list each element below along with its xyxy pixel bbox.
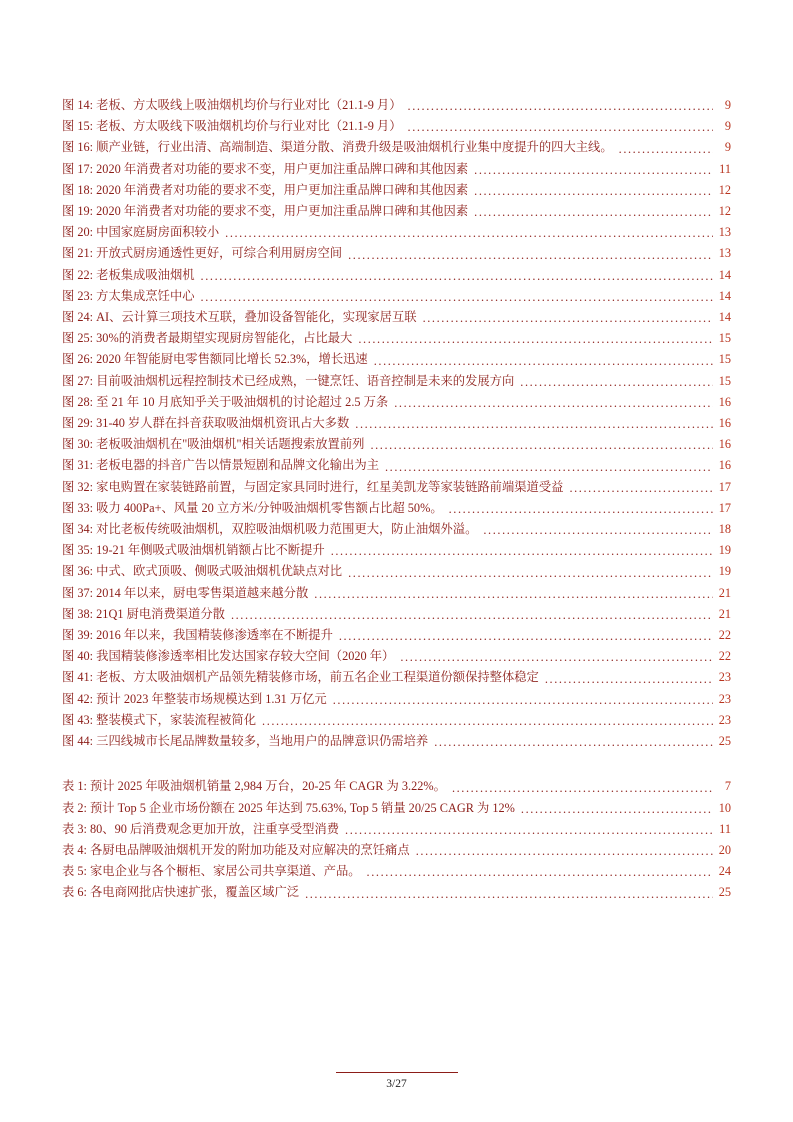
toc-leader (483, 523, 713, 538)
toc-entry-label: 图 29: 31-40 岁人群在抖音获取吸油烟机资讯占大多数 (62, 416, 350, 431)
toc-leader (358, 332, 713, 347)
toc-entry-page: 12 (718, 182, 731, 197)
toc-entry[interactable] (62, 498, 731, 519)
toc-entry-page: 22 (718, 649, 731, 664)
toc-entry[interactable] (62, 455, 731, 476)
toc-entry-label: 图 26: 2020 年智能厨电零售额同比增长 52.3%，增长迅速 (62, 352, 368, 367)
toc-leader (333, 693, 713, 708)
toc-entry-label: 图 27: 目前吸油烟机远程控制技术已经成熟，一键烹饪、语音控制是未来的发展方向 (62, 373, 515, 388)
toc-entry-page: 11 (719, 821, 731, 836)
toc-entry[interactable] (62, 604, 731, 625)
toc-entry-label: 图 34: 对比老板传统吸油烟机，双腔吸油烟机吸力范围更大，防止油烟外溢。 (62, 522, 478, 537)
toc-entry-page: 17 (718, 479, 731, 494)
page-number: 3/27 (386, 1078, 407, 1090)
toc-entry-label: 图 24: AI、云计算三项技术互联，叠加设备智能化，实现家居互联 (62, 310, 417, 325)
table-toc-list (62, 776, 731, 903)
toc-entry[interactable] (62, 798, 731, 819)
toc-entry[interactable] (62, 731, 731, 752)
toc-entry[interactable] (62, 159, 731, 180)
toc-entry[interactable] (62, 222, 731, 243)
toc-leader (474, 205, 713, 220)
toc-entry-label: 图 19: 2020 年消费者对功能的要求不变，用户更加注重品牌口碑和其他因素 (62, 204, 469, 219)
toc-entry-label: 图 44: 三四线城市长尾品牌数量较多，当地用户的品牌意识仍需培养 (62, 734, 429, 749)
toc-entry-page: 15 (718, 373, 731, 388)
toc-entry[interactable] (62, 840, 731, 861)
footer-divider (336, 1072, 458, 1073)
toc-entry[interactable] (62, 477, 731, 498)
toc-entry-label: 图 37: 2014 年以来，厨电零售渠道越来越分散 (62, 585, 309, 600)
toc-entry[interactable] (62, 371, 731, 392)
toc-entry[interactable] (62, 434, 731, 455)
toc-leader (348, 248, 713, 263)
toc-entry-page: 19 (718, 543, 731, 558)
toc-leader (331, 544, 713, 559)
toc-leader (231, 608, 713, 623)
toc-entry-page: 14 (718, 310, 731, 325)
toc-entry-page: 25 (718, 734, 731, 749)
toc-entry-label: 图 38: 21Q1 厨电消费渠道分散 (62, 606, 225, 621)
toc-entry-page: 10 (718, 800, 731, 815)
page-footer (0, 1072, 793, 1090)
toc-entry-label: 图 14: 老板、方太吸线上吸油烟机均价与行业对比（21.1-9 月） (62, 98, 402, 112)
toc-entry-label: 图 36: 中式、欧式顶吸、侧吸式吸油烟机优缺点对比 (62, 564, 343, 579)
toc-entry-page: 23 (718, 691, 731, 706)
toc-entry-page: 21 (718, 585, 731, 600)
toc-entry[interactable] (62, 667, 731, 688)
toc-leader (434, 735, 713, 750)
toc-entry-page: 14 (718, 288, 731, 303)
toc-leader (400, 650, 713, 665)
toc-leader (201, 290, 713, 305)
toc-entry[interactable] (62, 519, 731, 540)
toc-leader (520, 375, 713, 390)
toc-entry-label: 图 43: 整装模式下，家装流程被简化 (62, 712, 257, 727)
toc-entry-page: 17 (718, 500, 731, 515)
toc-entry-label: 表 5: 家电企业与各个橱柜、家居公司共享渠道、产品。 (62, 864, 361, 879)
toc-entry-label: 图 23: 方太集成烹饪中心 (62, 288, 195, 303)
toc-entry-label: 图 28: 至 21 年 10 月底知乎关于吸油烟机的讨论超过 2.5 万条 (62, 394, 389, 409)
toc-entry-page: 15 (718, 331, 731, 346)
toc-entry[interactable] (62, 689, 731, 710)
toc-entry-label: 图 21: 开放式厨房通透性更好，可综合利用厨房空间 (62, 246, 343, 261)
toc-leader (355, 417, 713, 432)
toc-leader (262, 714, 713, 729)
toc-entry[interactable] (62, 882, 731, 903)
toc-entry-label: 图 35: 19-21 年侧吸式吸油烟机销额占比不断提升 (62, 543, 325, 558)
toc-entry-page: 16 (718, 416, 731, 431)
toc-entry-label: 图 39: 2016 年以来，我国精装修渗透率在不断提升 (62, 628, 333, 643)
toc-entry[interactable] (62, 710, 731, 731)
toc-leader (225, 226, 713, 241)
toc-leader (449, 502, 713, 517)
toc-entry-page: 15 (718, 352, 731, 367)
toc-entry[interactable] (62, 180, 731, 201)
toc-entry[interactable] (62, 201, 731, 222)
toc-entry-label: 表 1: 预计 2025 年吸油烟机销量 2,984 万台，20-25 年 CAGR 为 3.22%。 (62, 779, 446, 794)
toc-entry[interactable] (62, 95, 731, 116)
toc-entry-label: 图 33: 吸力 400Pa+、风量 20 立方米/分钟吸油烟机零售额占比超 50%。 (62, 500, 443, 515)
toc-entry[interactable] (62, 413, 731, 434)
toc-leader (423, 311, 713, 326)
toc-entry-page: 14 (718, 267, 731, 282)
toc-entry-label: 图 20: 中国家庭厨房面积较小 (62, 225, 220, 240)
toc-entry[interactable] (62, 265, 731, 286)
toc-entry-page: 16 (718, 437, 731, 452)
toc-leader (416, 844, 713, 859)
toc-leader (348, 566, 713, 581)
toc-entry-label: 图 40: 我国精装修渗透率相比发达国家存较大空间（2020 年） (62, 649, 395, 664)
toc-entry-page: 13 (718, 246, 731, 261)
toc-entry-page: 23 (718, 670, 731, 685)
toc-entry[interactable] (62, 540, 731, 561)
toc-entry-page: 19 (718, 564, 731, 579)
toc-leader (521, 802, 713, 817)
toc-leader (370, 438, 713, 453)
toc-entry[interactable] (62, 625, 731, 646)
toc-leader (474, 184, 713, 199)
toc-leader (201, 269, 713, 284)
toc-leader (345, 823, 713, 838)
toc-leader (619, 142, 713, 157)
toc-leader (452, 781, 713, 796)
toc-entry[interactable] (62, 137, 731, 158)
toc-entry-label: 图 15: 老板、方太吸线下吸油烟机均价与行业对比（21.1-9 月） (62, 119, 402, 134)
toc-entry-label: 图 32: 家电购置在家装链路前置，与固定家具同时进行，红星美凯龙等家装链路前端渠道受益 (62, 479, 564, 494)
toc-leader (408, 99, 713, 114)
toc-entry-label: 图 18: 2020 年消费者对功能的要求不变，用户更加注重品牌口碑和其他因素 (62, 182, 469, 197)
toc-entry[interactable] (62, 392, 731, 413)
toc-leader (474, 163, 713, 178)
toc-leader (305, 887, 713, 902)
section-gap (62, 752, 731, 776)
toc-leader (339, 629, 713, 644)
toc-entry-label: 表 6: 各电商网批店快速扩张，覆盖区域广泛 (62, 885, 300, 900)
toc-entry-label: 图 31: 老板电器的抖音广告以情景短剧和品牌文化输出为主 (62, 458, 379, 473)
toc-entry[interactable] (62, 646, 731, 667)
toc-entry-page: 20 (718, 842, 731, 857)
toc-entry[interactable] (62, 307, 731, 328)
toc-entry-page: 9 (724, 98, 731, 112)
toc-entry[interactable] (62, 328, 731, 349)
toc-leader (569, 481, 713, 496)
toc-entry-label: 图 17: 2020 年消费者对功能的要求不变，用户更加注重品牌口碑和其他因素 (62, 161, 469, 176)
toc-entry-label: 表 3: 80、90 后消费观念更加开放，注重享受型消费 (62, 821, 340, 836)
toc-entry-page: 25 (718, 885, 731, 900)
toc-entry-page: 21 (718, 606, 731, 621)
toc-entry[interactable] (62, 286, 731, 307)
toc-entry-page: 16 (718, 394, 731, 409)
toc-entry-page: 11 (719, 161, 731, 176)
toc-leader (545, 672, 713, 687)
toc-leader (394, 396, 713, 411)
toc-entry-page: 12 (718, 204, 731, 219)
toc-entry-page: 7 (724, 779, 731, 794)
toc-leader (385, 460, 713, 475)
toc-entry[interactable] (62, 243, 731, 264)
toc-entry[interactable] (62, 349, 731, 370)
toc-entry[interactable] (62, 776, 731, 797)
toc-leader (367, 865, 713, 880)
toc-leader (408, 120, 713, 135)
toc-entry-page: 22 (718, 628, 731, 643)
toc-entry-page: 23 (718, 712, 731, 727)
toc-entry-label: 图 30: 老板吸油烟机在"吸油烟机"相关话题搜索放置前列 (62, 437, 365, 452)
toc-entry-label: 图 16: 顺产业链，行业出清、高端制造、渠道分散、消费升级是吸油烟机行业集中度提升的四大主线。 (62, 140, 613, 155)
toc-entry-label: 图 41: 老板、方太吸油烟机产品领先精装修市场，前五名企业工程渠道份额保持整体稳定 (62, 670, 539, 685)
toc-entry[interactable] (62, 861, 731, 882)
toc-entry-page: 13 (718, 225, 731, 240)
toc-leader (314, 587, 713, 602)
toc-entry-label: 图 22: 老板集成吸油烟机 (62, 267, 195, 282)
toc-entry-page: 16 (718, 458, 731, 473)
toc-entry-label: 图 42: 预计 2023 年整装市场规模达到 1.31 万亿元 (62, 691, 327, 706)
toc-entry-page: 9 (724, 119, 731, 134)
toc-entry-page: 24 (718, 864, 731, 879)
toc-entry[interactable] (62, 116, 731, 137)
figure-toc-list (62, 95, 731, 752)
toc-entry[interactable] (62, 561, 731, 582)
toc-leader (374, 354, 713, 369)
toc-entry[interactable] (62, 583, 731, 604)
toc-entry-label: 表 2: 预计 Top 5 企业市场份额在 2025 年达到 75.63%, Top 5 销量 20/25 CAGR 为 12% (62, 800, 515, 815)
toc-entry[interactable] (62, 819, 731, 840)
toc-entry-label: 图 25: 30%的消费者最期望实现厨房智能化，占比最大 (62, 331, 353, 346)
toc-entry-label: 表 4: 各厨电品牌吸油烟机开发的附加功能及对应解决的烹饪痛点 (62, 842, 410, 857)
toc-entry-page: 9 (724, 140, 731, 155)
toc-entry-page: 18 (718, 522, 731, 537)
